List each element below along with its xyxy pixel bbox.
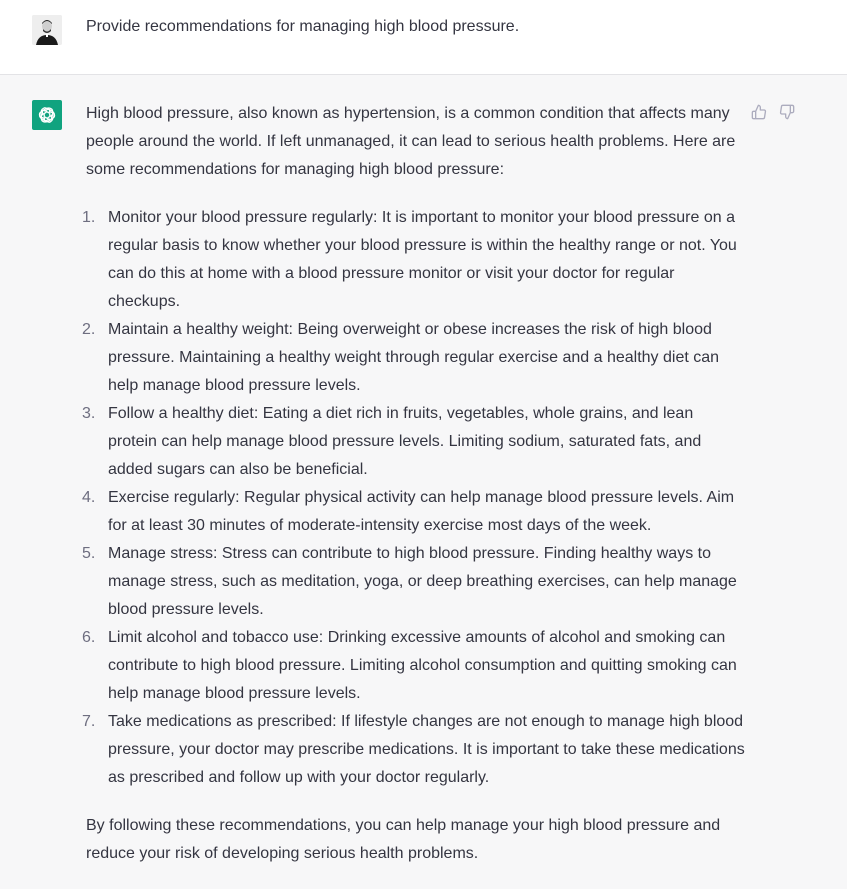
user-avatar: [32, 15, 62, 45]
openai-logo-icon: [32, 100, 62, 130]
list-item: 6. Limit alcohol and tobacco use: Drinking excessive amounts of alcohol and smoking can contribute to high blood pressure. Limiting alcohol consumption and quitting smoking can help manage blood pressure levels.: [82, 629, 737, 702]
list-item: 3. Follow a healthy diet: Eating a diet rich in fruits, vegetables, whole grains, and lean protein can help manage blood pressure levels. Limiting sodium, saturated fats, and added sugars can also be beneficial.: [82, 405, 702, 478]
user-photo-icon: [32, 15, 62, 45]
list-item: 4. Exercise regularly: Regular physical activity can help manage blood pressure levels. Aim for at least 30 minutes of moderate-intensity exercise most days of the week.: [82, 489, 735, 534]
user-message-row: [0, 0, 847, 75]
user-message-text: Provide recommendations for managing high blood pressure.: [86, 18, 520, 35]
list-item: 5. Manage stress: Stress can contribute to high blood pressure. Finding healthy ways to manage stress, such as meditation, yoga, or deep breathing exercises, can help manage blood pressure levels.: [82, 545, 737, 618]
list-item: 1. Monitor your blood pressure regularly: It is important to monitor your blood pressure on a regular basis to know whether your blood pressure is within the healthy range or not. You can do this at home with a blood pressure monitor or visit your doctor for regular checkups.: [82, 209, 737, 310]
recommendations-list: [82, 204, 746, 792]
assistant-intro: High blood pressure, also known as hypertension, is a common condition that affects many people around the world. If left unmanaged, it can lead to serious health problems. Here are some recommendations for managing high blood pressure:: [86, 105, 736, 178]
list-item: 2. Maintain a healthy weight: Being overweight or obese increases the risk of high blood pressure. Maintaining a healthy weight through regular exercise and a healthy diet can help manage blood pressure levels.: [82, 321, 720, 394]
assistant-outro: By following these recommendations, you can help manage your high blood pressure and reduce your risk of developing serious health problems.: [86, 817, 721, 862]
assistant-message-row: [0, 76, 847, 889]
list-item: 7. Take medications as prescribed: If lifestyle changes are not enough to manage high blood pressure, your doctor may prescribe medications. It is important to take these medications as prescribed and follow up with your doctor regularly.: [82, 713, 745, 786]
thumbs-up-icon[interactable]: [751, 104, 767, 120]
assistant-message-content: [82, 100, 746, 868]
thumbs-down-icon[interactable]: [779, 104, 795, 120]
